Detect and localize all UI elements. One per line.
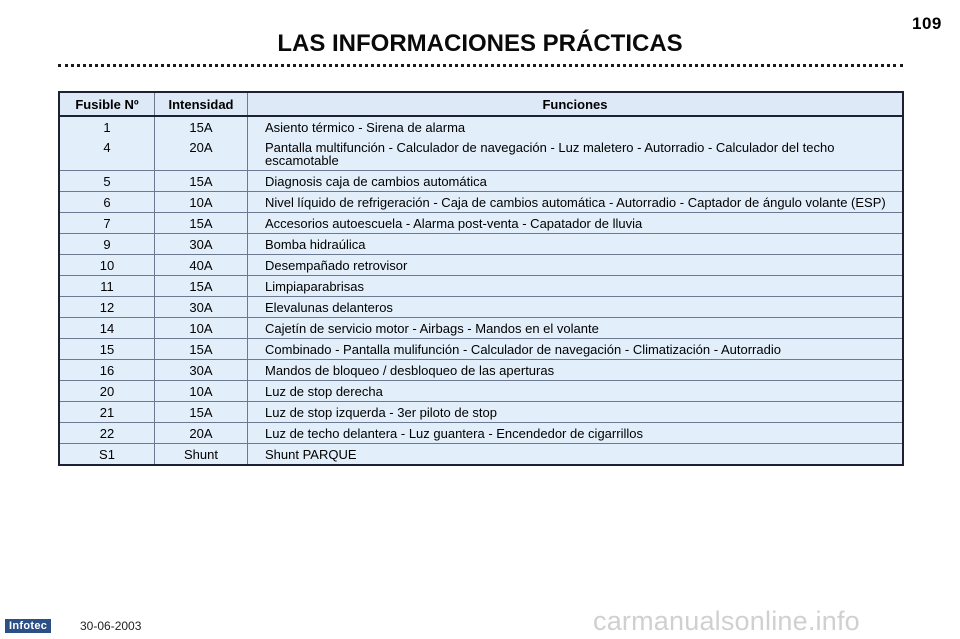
fuse-number-cell: 16	[59, 360, 155, 381]
fuse-number-cell: 1	[59, 116, 155, 137]
table-row	[59, 444, 903, 466]
dotted-divider	[58, 64, 903, 67]
amperage-cell: 30A	[155, 234, 248, 255]
table-row	[59, 234, 903, 255]
amperage-cell: 15A	[155, 339, 248, 360]
fuse-number-cell: 9	[59, 234, 155, 255]
fuse-table-body	[59, 116, 903, 465]
fuse-number-cell: 22	[59, 423, 155, 444]
table-row	[59, 255, 903, 276]
amperage-cell: 30A	[155, 360, 248, 381]
table-row	[59, 116, 903, 137]
table-row	[59, 297, 903, 318]
amperage-cell: 10A	[155, 381, 248, 402]
amperage-cell: 10A	[155, 192, 248, 213]
functions-cell: Cajetín de servicio motor - Airbags - Mandos en el volante	[248, 318, 904, 339]
fuse-number-cell: 15	[59, 339, 155, 360]
fuse-number-cell: S1	[59, 444, 155, 466]
functions-cell: Elevalunas delanteros	[248, 297, 904, 318]
amperage-cell: 15A	[155, 402, 248, 423]
fuse-number-cell: 7	[59, 213, 155, 234]
amperage-cell: 15A	[155, 116, 248, 137]
functions-cell: Accesorios autoescuela - Alarma post-venta - Capatador de lluvia	[248, 213, 904, 234]
table-row	[59, 192, 903, 213]
table-row	[59, 381, 903, 402]
amperage-cell: 15A	[155, 276, 248, 297]
column-header-functions: Funciones	[248, 92, 904, 116]
footer-date: 30-06-2003	[80, 619, 142, 633]
functions-cell: Luz de techo delantera - Luz guantera - Encendedor de cigarrillos	[248, 423, 904, 444]
table-row	[59, 318, 903, 339]
functions-cell: Limpiaparabrisas	[248, 276, 904, 297]
column-header-amperage: Intensidad	[155, 92, 248, 116]
fuse-number-cell: 10	[59, 255, 155, 276]
fuse-number-cell: 5	[59, 171, 155, 192]
functions-cell: Combinado - Pantalla mulifunción - Calculador de navegación - Climatización - Autorradio	[248, 339, 904, 360]
table-row	[59, 276, 903, 297]
page-number: 109	[912, 14, 942, 33]
fuse-number-cell: 6	[59, 192, 155, 213]
fuse-number-cell: 14	[59, 318, 155, 339]
functions-cell: Luz de stop derecha	[248, 381, 904, 402]
amperage-cell: 40A	[155, 255, 248, 276]
amperage-cell: 30A	[155, 297, 248, 318]
table-row	[59, 137, 903, 171]
amperage-cell: Shunt	[155, 444, 248, 466]
watermark: carmanualsonline.info	[593, 606, 860, 636]
fuse-number-cell: 20	[59, 381, 155, 402]
functions-cell: Nivel líquido de refrigeración - Caja de cambios automática - Autorradio - Captador de ángulo volante (ESP)	[248, 192, 904, 213]
amperage-cell: 10A	[155, 318, 248, 339]
table-row	[59, 402, 903, 423]
table-row	[59, 360, 903, 381]
fuse-table	[58, 91, 904, 466]
fuse-number-cell: 4	[59, 137, 155, 171]
functions-cell: Mandos de bloqueo / desbloqueo de las aperturas	[248, 360, 904, 381]
functions-cell: Desempañado retrovisor	[248, 255, 904, 276]
functions-cell: Bomba hidraúlica	[248, 234, 904, 255]
functions-cell: Diagnosis caja de cambios automática	[248, 171, 904, 192]
functions-cell: Asiento térmico - Sirena de alarma	[248, 116, 904, 137]
table-header-row	[59, 92, 903, 116]
amperage-cell: 15A	[155, 171, 248, 192]
fuse-number-cell: 12	[59, 297, 155, 318]
functions-cell: Luz de stop izquerda - 3er piloto de stop	[248, 402, 904, 423]
column-header-fuse: Fusible Nº	[59, 92, 155, 116]
amperage-cell: 20A	[155, 423, 248, 444]
table-row	[59, 423, 903, 444]
functions-cell: Shunt PARQUE	[248, 444, 904, 466]
page-title: LAS INFORMACIONES PRÁCTICAS	[277, 30, 683, 57]
amperage-cell: 15A	[155, 213, 248, 234]
functions-cell: Pantalla multifunción - Calculador de navegación - Luz maletero - Autorradio - Calculador del techo escamotable	[248, 137, 904, 171]
table-row	[59, 339, 903, 360]
amperage-cell: 20A	[155, 137, 248, 171]
fuse-number-cell: 11	[59, 276, 155, 297]
infotec-logo: Infotec	[5, 619, 51, 633]
table-row	[59, 171, 903, 192]
table-row	[59, 213, 903, 234]
fuse-number-cell: 21	[59, 402, 155, 423]
